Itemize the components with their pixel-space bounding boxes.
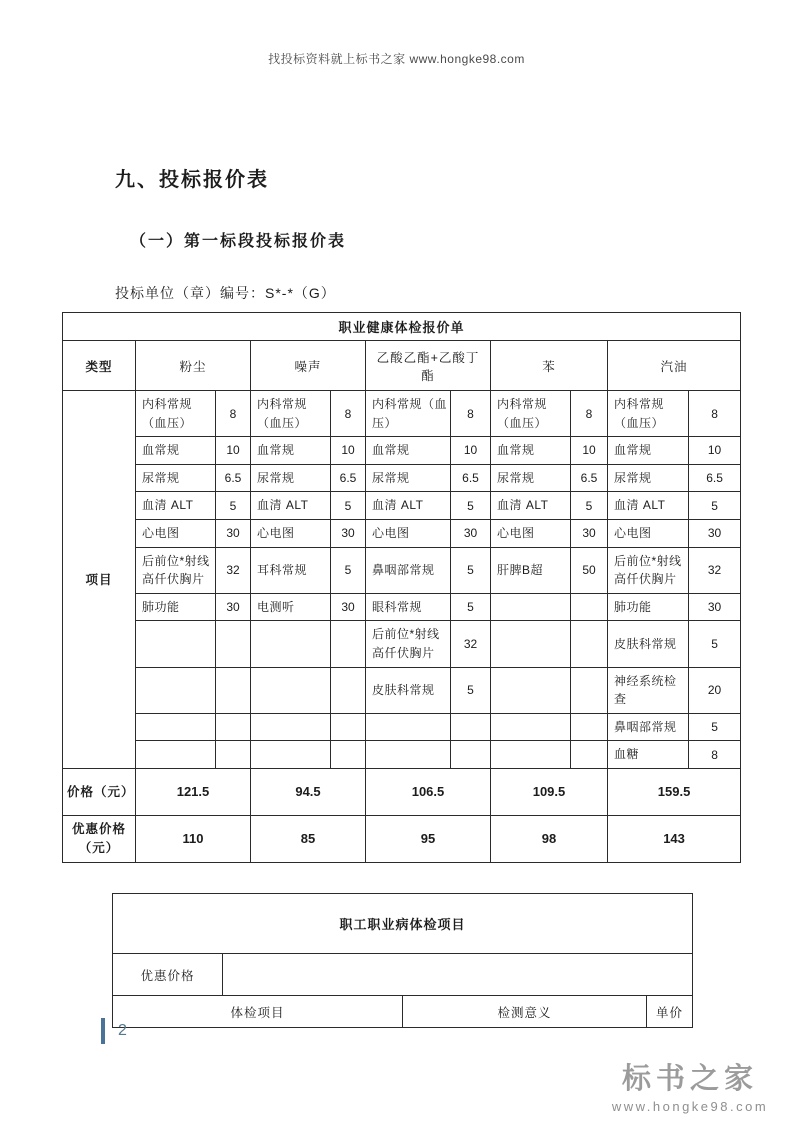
exam-item-price: 5 xyxy=(331,547,366,593)
exam-item-price: 5 xyxy=(451,547,491,593)
exam-item-price: 10 xyxy=(571,437,608,465)
exam-item-name: 尿常规 xyxy=(136,464,216,492)
exam-item-name xyxy=(491,741,571,769)
exam-item-name xyxy=(491,713,571,741)
exam-item-price: 6.5 xyxy=(451,464,491,492)
exam-item-name: 血清 ALT xyxy=(136,492,216,520)
exam-item-name xyxy=(136,621,216,667)
exam-item-price: 8 xyxy=(331,391,366,437)
exam-item-name: 皮肤科常规 xyxy=(366,667,451,713)
exam-item-row xyxy=(63,621,741,667)
table2-discount-row xyxy=(113,954,693,996)
exam-item-name xyxy=(136,741,216,769)
exam-item-name: 内科常规（血压） xyxy=(491,391,571,437)
page-number xyxy=(101,1018,127,1044)
discount-value: 95 xyxy=(366,815,491,862)
exam-item-price xyxy=(451,713,491,741)
exam-item-name xyxy=(491,593,571,621)
exam-item-price xyxy=(571,593,608,621)
exam-item-name: 血常规 xyxy=(491,437,571,465)
exam-item-row xyxy=(63,492,741,520)
exam-item-name: 血常规 xyxy=(366,437,451,465)
exam-item-name: 肝脾B超 xyxy=(491,547,571,593)
page-number-bar xyxy=(101,1018,105,1044)
exam-item-price xyxy=(216,713,251,741)
exam-item-price: 5 xyxy=(571,492,608,520)
exam-item-name xyxy=(366,713,451,741)
page-title: 九、投标报价表 xyxy=(115,169,269,191)
exam-item-price xyxy=(216,621,251,667)
discount-value: 98 xyxy=(491,815,608,862)
exam-item-name: 鼻咽部常规 xyxy=(366,547,451,593)
exam-item-price xyxy=(571,741,608,769)
exam-item-price: 10 xyxy=(689,437,741,465)
exam-item-name: 内科常规（血压） xyxy=(608,391,689,437)
exam-item-name: 血清 ALT xyxy=(251,492,331,520)
exam-item-price: 5 xyxy=(216,492,251,520)
exam-item-row xyxy=(63,519,741,547)
exam-item-price: 5 xyxy=(451,593,491,621)
exam-item-price: 6.5 xyxy=(216,464,251,492)
exam-item-row xyxy=(63,464,741,492)
exam-item-name xyxy=(251,741,331,769)
exam-item-price xyxy=(571,667,608,713)
exam-item-price: 20 xyxy=(689,667,741,713)
column-header-noise: 噪声 xyxy=(251,341,366,391)
exam-item-name: 后前位*射线高仟伏胸片 xyxy=(608,547,689,593)
exam-item-price: 30 xyxy=(689,593,741,621)
exam-item-price: 8 xyxy=(689,391,741,437)
table2-discount-label: 优惠价格 xyxy=(113,954,223,996)
occupational-disease-exam-table xyxy=(112,893,693,1028)
table2-header-item: 体检项目 xyxy=(113,996,403,1028)
exam-item-row xyxy=(63,593,741,621)
exam-item-name: 尿常规 xyxy=(251,464,331,492)
exam-item-name: 血清 ALT xyxy=(366,492,451,520)
exam-item-price: 30 xyxy=(216,593,251,621)
exam-item-name: 血常规 xyxy=(136,437,216,465)
table2-header-row xyxy=(113,996,693,1028)
column-header-acetate: 乙酸乙酯+乙酸丁酯 xyxy=(366,341,491,391)
footer-logo-website: www.hongke98.com xyxy=(611,1098,769,1114)
exam-item-row xyxy=(63,437,741,465)
exam-item-price: 5 xyxy=(689,492,741,520)
exam-item-price xyxy=(451,741,491,769)
table-header-row xyxy=(63,341,741,391)
exam-item-name: 内科常规（血压） xyxy=(366,391,451,437)
table-title-row xyxy=(63,313,741,341)
exam-item-price: 8 xyxy=(451,391,491,437)
exam-item-name xyxy=(491,621,571,667)
discount-value: 143 xyxy=(608,815,741,862)
exam-item-name xyxy=(491,667,571,713)
exam-item-price xyxy=(331,713,366,741)
exam-item-price: 10 xyxy=(451,437,491,465)
exam-item-price: 30 xyxy=(571,519,608,547)
discount-price-row xyxy=(63,815,741,862)
page-header-text: 找投标资料就上标书之家 www.hongke98.com xyxy=(268,52,525,66)
project-rowspan-label: 项目 xyxy=(63,391,136,769)
exam-item-price: 32 xyxy=(216,547,251,593)
exam-item-name: 血常规 xyxy=(608,437,689,465)
table2-title: 职工职业病体检项目 xyxy=(113,894,693,954)
exam-item-row xyxy=(63,713,741,741)
exam-item-price: 5 xyxy=(331,492,366,520)
exam-item-name: 心电图 xyxy=(366,519,451,547)
exam-item-price: 10 xyxy=(216,437,251,465)
exam-item-row xyxy=(63,741,741,769)
exam-item-row xyxy=(63,667,741,713)
exam-item-name: 心电图 xyxy=(251,519,331,547)
exam-item-price: 30 xyxy=(689,519,741,547)
price-value: 109.5 xyxy=(491,768,608,815)
exam-item-name: 电测听 xyxy=(251,593,331,621)
exam-item-name: 肺功能 xyxy=(136,593,216,621)
exam-item-name: 后前位*射线高仟伏胸片 xyxy=(136,547,216,593)
discount-value: 110 xyxy=(136,815,251,862)
exam-item-name: 眼科常规 xyxy=(366,593,451,621)
exam-item-name: 血清 ALT xyxy=(608,492,689,520)
exam-item-price xyxy=(216,741,251,769)
footer-logo-brand: 标书之家 xyxy=(621,1063,758,1095)
exam-item-price xyxy=(216,667,251,713)
column-header-benzene: 苯 xyxy=(491,341,608,391)
exam-item-name: 血清 ALT xyxy=(491,492,571,520)
type-header: 类型 xyxy=(63,341,136,391)
price-value: 159.5 xyxy=(608,768,741,815)
exam-item-name: 心电图 xyxy=(491,519,571,547)
page-number-value: 2 xyxy=(118,1022,127,1039)
exam-item-price: 5 xyxy=(689,621,741,667)
exam-item-name: 心电图 xyxy=(136,519,216,547)
price-value: 106.5 xyxy=(366,768,491,815)
column-header-dust: 粉尘 xyxy=(136,341,251,391)
exam-item-name: 内科常规（血压） xyxy=(136,391,216,437)
exam-item-name xyxy=(251,621,331,667)
exam-item-name: 尿常规 xyxy=(366,464,451,492)
exam-item-price: 50 xyxy=(571,547,608,593)
exam-item-name: 尿常规 xyxy=(491,464,571,492)
exam-item-name: 耳科常规 xyxy=(251,547,331,593)
exam-item-name: 皮肤科常规 xyxy=(608,621,689,667)
table2-header-unit-price: 单价 xyxy=(647,996,693,1028)
exam-item-price xyxy=(571,621,608,667)
exam-item-price: 5 xyxy=(451,667,491,713)
discount-value: 85 xyxy=(251,815,366,862)
price-row-label: 价格（元） xyxy=(63,768,136,815)
exam-item-price: 30 xyxy=(331,519,366,547)
price-row xyxy=(63,768,741,815)
exam-item-price: 6.5 xyxy=(571,464,608,492)
exam-item-name: 尿常规 xyxy=(608,464,689,492)
exam-item-price: 5 xyxy=(451,492,491,520)
exam-item-name: 肺功能 xyxy=(608,593,689,621)
exam-item-price: 32 xyxy=(689,547,741,593)
exam-item-name: 血糖 xyxy=(608,741,689,769)
health-exam-quote-table xyxy=(62,312,741,863)
exam-item-price: 5 xyxy=(689,713,741,741)
exam-item-row xyxy=(63,391,741,437)
exam-item-name: 神经系统检查 xyxy=(608,667,689,713)
exam-item-price xyxy=(331,621,366,667)
exam-item-price xyxy=(331,667,366,713)
exam-item-price: 8 xyxy=(689,741,741,769)
column-header-gasoline: 汽油 xyxy=(608,341,741,391)
exam-item-price xyxy=(571,713,608,741)
price-value: 94.5 xyxy=(251,768,366,815)
exam-item-name xyxy=(251,713,331,741)
exam-item-price: 6.5 xyxy=(689,464,741,492)
exam-item-row xyxy=(63,547,741,593)
section-title: （一）第一标段投标报价表 xyxy=(130,233,347,250)
exam-item-name: 内科常规（血压） xyxy=(251,391,331,437)
exam-item-price: 30 xyxy=(331,593,366,621)
exam-item-name: 血常规 xyxy=(251,437,331,465)
exam-item-price xyxy=(331,741,366,769)
bidder-id-line: 投标单位（章）编号：S*-*（G） xyxy=(115,285,336,301)
exam-item-name xyxy=(136,713,216,741)
footer-logo xyxy=(590,1064,790,1114)
exam-item-price: 30 xyxy=(216,519,251,547)
exam-item-price: 6.5 xyxy=(331,464,366,492)
exam-item-price: 8 xyxy=(216,391,251,437)
exam-item-name xyxy=(136,667,216,713)
exam-item-price: 10 xyxy=(331,437,366,465)
exam-item-name: 心电图 xyxy=(608,519,689,547)
exam-item-name xyxy=(366,741,451,769)
table2-header-meaning: 检测意义 xyxy=(403,996,647,1028)
table2-title-row xyxy=(113,894,693,954)
exam-item-name xyxy=(251,667,331,713)
discount-row-label: 优惠价格（元） xyxy=(63,815,136,862)
price-value: 121.5 xyxy=(136,768,251,815)
exam-item-price: 8 xyxy=(571,391,608,437)
exam-item-price: 32 xyxy=(451,621,491,667)
exam-items-body xyxy=(63,391,741,769)
table2-discount-value xyxy=(223,954,693,996)
exam-item-name: 后前位*射线高仟伏胸片 xyxy=(366,621,451,667)
table-title: 职业健康体检报价单 xyxy=(63,313,741,341)
exam-item-name: 鼻咽部常规 xyxy=(608,713,689,741)
exam-item-price: 30 xyxy=(451,519,491,547)
